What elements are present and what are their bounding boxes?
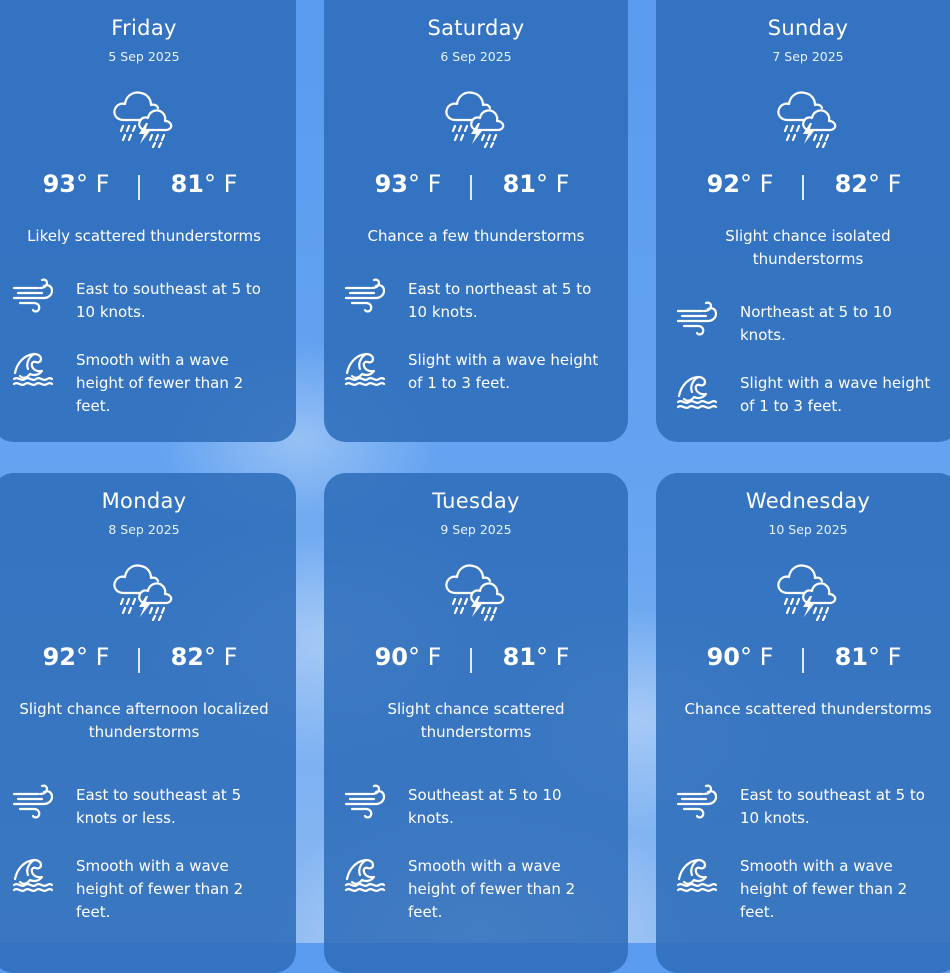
wave-text: Smooth with a wave height of fewer than 2 feet. [76, 857, 244, 921]
forecast-card-friday [0, 0, 296, 442]
wind-icon [676, 301, 718, 339]
day-name: Tuesday [432, 489, 520, 513]
wind-icon [344, 784, 386, 822]
thunderstorm-rain-icon [110, 559, 178, 621]
forecast-card-tuesday [324, 473, 628, 973]
forecast-date: 8 Sep 2025 [108, 522, 180, 537]
low-temperature: 81° F [502, 643, 570, 671]
thunderstorm-rain-icon [774, 559, 842, 621]
low-temperature: 81° F [170, 170, 238, 198]
wave-icon [676, 372, 718, 410]
temperature-divider [138, 175, 140, 200]
wind-text: East to southeast at 5 to 10 knots. [76, 280, 261, 321]
forecast-date: 6 Sep 2025 [440, 49, 512, 64]
temperature-divider [138, 648, 140, 673]
forecast-summary: Chance a few thunderstorms [367, 227, 585, 245]
wind-icon [12, 784, 54, 822]
forecast-date: 7 Sep 2025 [772, 49, 844, 64]
day-name: Monday [101, 489, 187, 513]
wind-icon [344, 278, 386, 316]
temperature-range [324, 170, 628, 204]
low-temperature: 81° F [502, 170, 570, 198]
wave-icon [344, 855, 386, 893]
thunderstorm-rain-icon [774, 86, 842, 148]
high-temperature: 92° F [42, 643, 110, 671]
forecast-date: 5 Sep 2025 [108, 49, 180, 64]
temperature-range [0, 643, 296, 677]
forecast-date: 9 Sep 2025 [440, 522, 512, 537]
temperature-divider [470, 648, 472, 673]
thunderstorm-rain-icon [110, 86, 178, 148]
temperature-range [0, 170, 296, 204]
high-temperature: 93° F [42, 170, 110, 198]
wind-text: Northeast at 5 to 10 knots. [740, 303, 892, 344]
wave-text: Smooth with a wave height of fewer than 2 feet. [76, 351, 244, 415]
forecast-summary: Chance scattered thunderstorms [684, 700, 932, 718]
wave-icon [12, 349, 54, 387]
wind-text: Southeast at 5 to 10 knots. [408, 786, 562, 827]
forecast-summary: Slight chance scattered thunderstorms [387, 700, 565, 741]
forecast-card-monday [0, 473, 296, 973]
temperature-range [656, 643, 950, 677]
wind-text: East to southeast at 5 knots or less. [76, 786, 242, 827]
wave-icon [344, 349, 386, 387]
day-name: Sunday [767, 16, 849, 40]
wave-icon [12, 855, 54, 893]
wave-text: Slight with a wave height of 1 to 3 feet. [740, 374, 931, 415]
wave-text: Smooth with a wave height of fewer than 2 feet. [408, 857, 576, 921]
high-temperature: 92° F [706, 170, 774, 198]
forecast-summary: Slight chance isolated thunderstorms [725, 227, 891, 268]
forecast-date: 10 Sep 2025 [768, 522, 848, 537]
temperature-divider [802, 175, 804, 200]
forecast-card-sunday [656, 0, 950, 442]
wind-icon [12, 278, 54, 316]
thunderstorm-rain-icon [442, 86, 510, 148]
day-name: Friday [111, 16, 177, 40]
thunderstorm-rain-icon [442, 559, 510, 621]
day-name: Wednesday [745, 489, 871, 513]
wind-text: East to northeast at 5 to 10 knots. [408, 280, 592, 321]
high-temperature: 90° F [374, 643, 442, 671]
wind-icon [676, 784, 718, 822]
low-temperature: 81° F [834, 643, 902, 671]
wave-text: Slight with a wave height of 1 to 3 feet. [408, 351, 599, 392]
forecast-card-wednesday [656, 473, 950, 973]
wind-text: East to southeast at 5 to 10 knots. [740, 786, 925, 827]
wave-icon [676, 855, 718, 893]
temperature-divider [802, 648, 804, 673]
low-temperature: 82° F [170, 643, 238, 671]
low-temperature: 82° F [834, 170, 902, 198]
day-name: Saturday [427, 16, 525, 40]
forecast-summary: Slight chance afternoon localized thunderstorms [19, 700, 269, 741]
high-temperature: 93° F [374, 170, 442, 198]
temperature-range [324, 643, 628, 677]
temperature-divider [470, 175, 472, 200]
high-temperature: 90° F [706, 643, 774, 671]
temperature-range [656, 170, 950, 204]
wave-text: Smooth with a wave height of fewer than 2 feet. [740, 857, 908, 921]
forecast-card-saturday [324, 0, 628, 442]
forecast-summary: Likely scattered thunderstorms [27, 227, 261, 245]
